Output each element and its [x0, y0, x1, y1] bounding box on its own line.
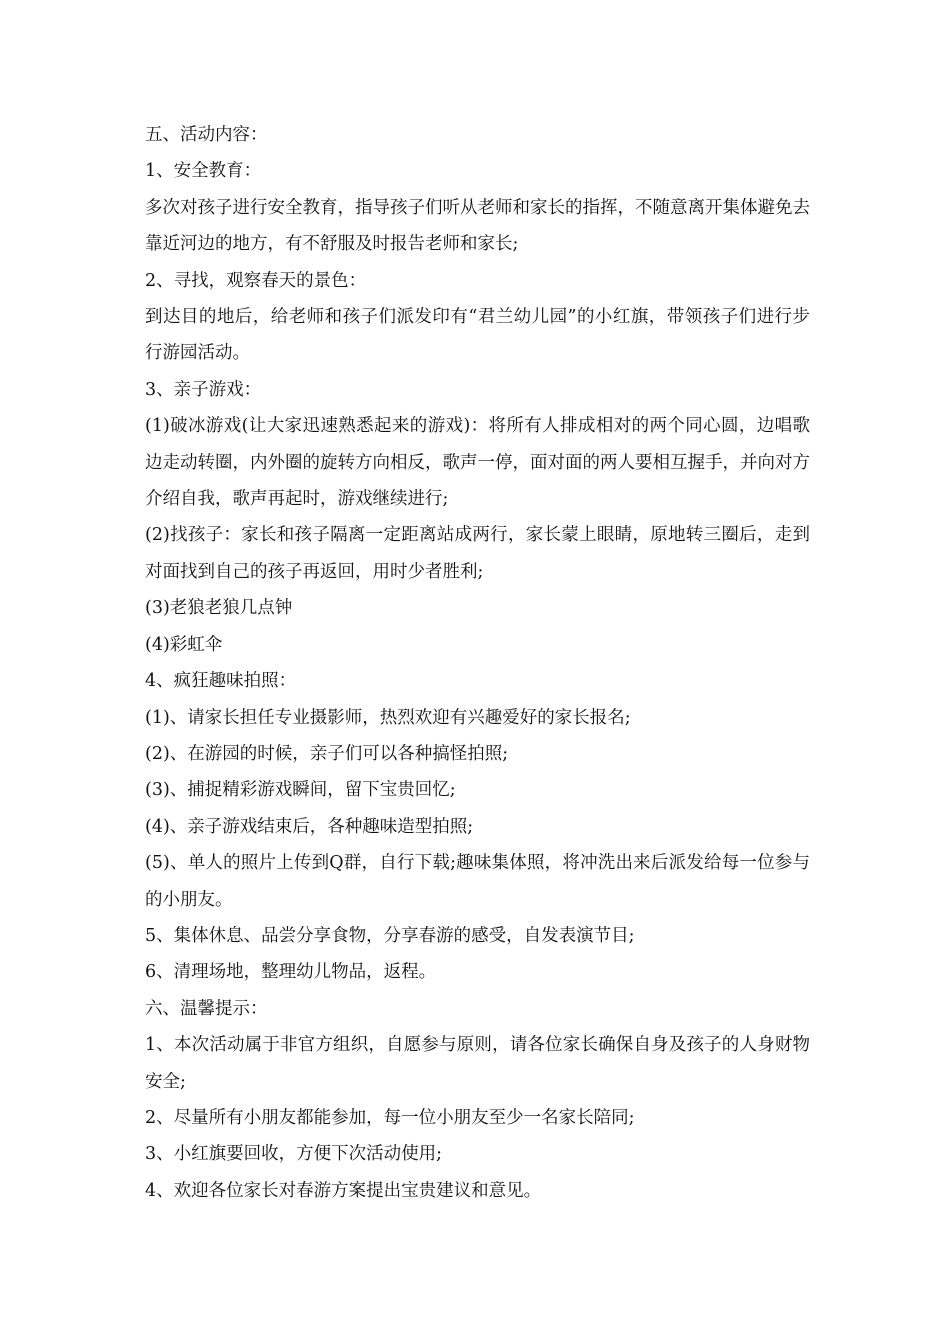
item-heading-fun-photos: 4、疯狂趣味拍照： — [145, 671, 297, 692]
list-item-pose-photos: (4)、亲子游戏结束后，各种趣味造型拍照; — [145, 816, 474, 837]
list-item-tip-participation: 2、尽量所有小朋友都能参加，每一位小朋友至少一名家长陪同; — [145, 1107, 635, 1128]
list-item-capture-moments: (3)、捕捉精彩游戏瞬间，留下宝贵回忆; — [145, 780, 456, 801]
list-item-tip-suggestions: 4、欢迎各位家长对春游方案提出宝贵建议和意见。 — [145, 1180, 542, 1201]
paragraph-tip-safety: 1、本次活动属于非官方组织，自愿参与原则，请各位家长确保自身及孩子的人身财物安全; — [145, 1035, 810, 1092]
paragraph-photo-sharing: (5)、单人的照片上传到Q群，自行下载;趣味集体照，将冲洗出来后派发给每一位参与的小朋友。 — [145, 853, 810, 910]
item-heading-safety-education: 1、安全教育： — [145, 161, 262, 182]
list-item-funny-photos: (2)、在游园的时候，亲子们可以各种搞怪拍照; — [145, 743, 509, 764]
item-heading-rest-sharing: 5、集体休息、品尝分享食物，分享春游的感受，自发表演节目; — [145, 925, 635, 946]
item-heading-parent-child-games: 3、亲子游戏： — [145, 379, 262, 400]
list-item-wolf-game: (3)老狼老狼几点钟 — [145, 598, 293, 619]
paragraph-icebreaker-game: (1)破冰游戏(让大家迅速熟悉起来的游戏)：将所有人排成相对的两个同心圆，边唱歌边走动转圈，内外圈的旋转方向相反，歌声一停，面对面的两人要相互握手，并向对方介绍自我，歌声再起时，游戏继续进行; — [145, 416, 810, 510]
section-heading-tips: 六、温馨提示： — [145, 998, 268, 1019]
item-heading-spring-scenery: 2、寻找，观察春天的景色： — [145, 270, 367, 291]
list-item-rainbow-umbrella: (4)彩虹伞 — [145, 634, 223, 655]
paragraph-find-child-game: (2)找孩子：家长和孩子隔离一定距离站成两行，家长蒙上眼睛，原地转三圈后，走到对面找到自己的孩子再返回，用时少者胜利; — [145, 525, 810, 582]
list-item-photographer: (1)、请家长担任专业摄影师，热烈欢迎有兴趣爱好的家长报名; — [145, 707, 631, 728]
section-heading-activity-content: 五、活动内容： — [145, 125, 268, 145]
item-heading-cleanup: 6、清理场地，整理幼儿物品，返程。 — [145, 962, 437, 983]
paragraph-safety-education: 多次对孩子进行安全教育，指导孩子们听从老师和家长的指挥，不随意离开集体避免去靠近河边的地方，有不舒服及时报告老师和家长; — [145, 197, 810, 255]
list-item-tip-flags: 3、小红旗要回收，方便下次活动使用; — [145, 1144, 443, 1165]
paragraph-spring-scenery: 到达目的地后，给老师和孩子们派发印有“君兰幼儿园”的小红旗，带领孩子们进行步行游园活动。 — [145, 307, 810, 364]
document-body — [145, 117, 810, 1209]
